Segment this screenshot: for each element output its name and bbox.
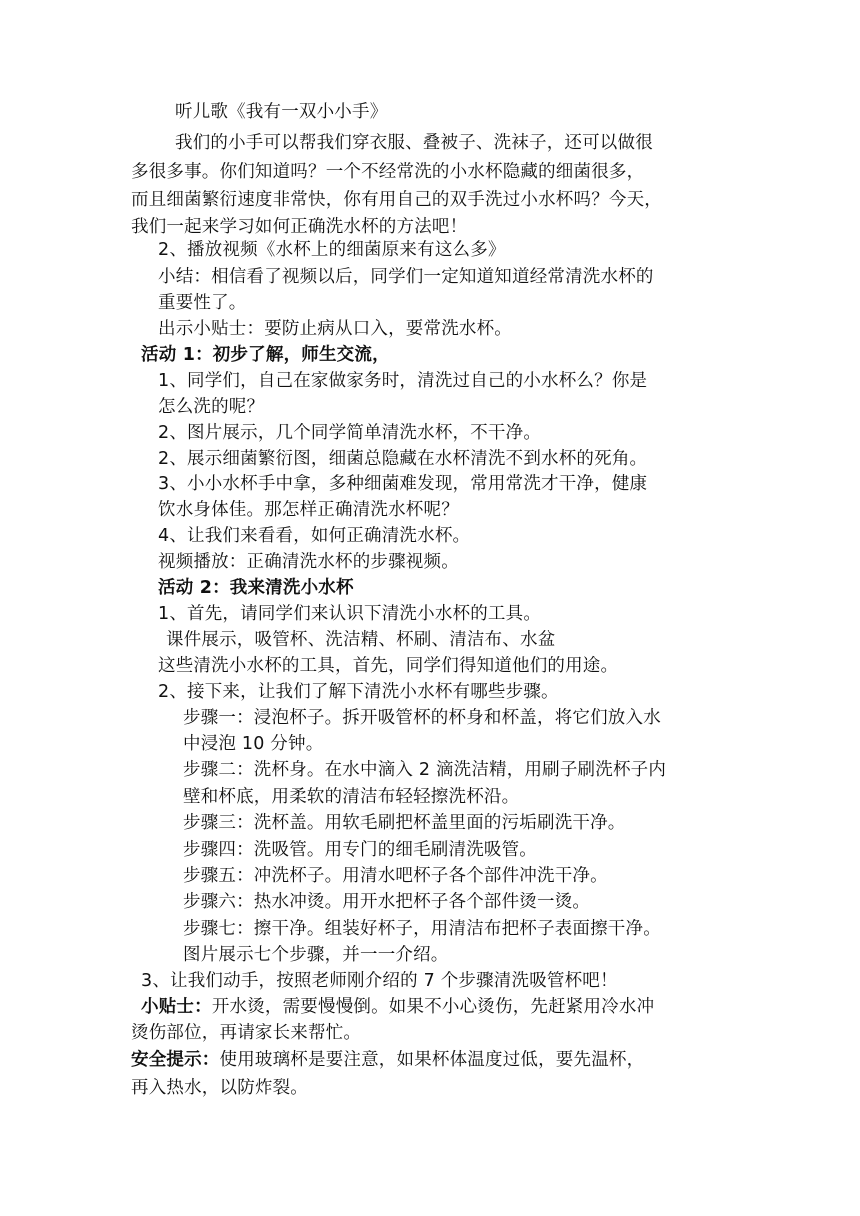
step-line: 步骤三：洗杯盖。用软毛刷把杯盖里面的污垢刷洗干净。 [183,813,626,833]
tips-line: 烫伤部位，再请家长来帮忙。 [131,1023,362,1043]
intro-paragraph-line: 而且细菌繁衍速度非常快，你有用自己的双手洗过小水杯吗？今天， [131,190,662,210]
activity1-line: 2、图片展示，几个同学简单清洗水杯，不干净。 [158,423,542,443]
safety-line: 再入热水，以防炸裂。 [131,1078,308,1098]
activity1-line: 4、让我们来看看，如何正确清洗水杯。 [158,526,471,546]
activity2-line: 1、首先，请同学们来认识下清洗小水杯的工具。 [158,604,542,624]
intro-song-line: 听儿歌《我有一双小小手》 [175,102,388,122]
step-line: 步骤七：擦干净。组装好杯子，用清洁布把杯子表面擦干净。 [183,919,661,939]
step-line: 步骤五：冲洗杯子。用清水吧杯子各个部件冲洗干净。 [183,866,608,886]
tip-line: 出示小贴士：要防止病从口入，要常洗水杯。 [158,319,512,339]
safety-line [131,1048,644,1072]
activity2-title: 活动 2：我来清洗小水杯 [158,578,354,598]
activity1-line: 1、同学们，自己在家做家务时，清洗过自己的小水杯么？你是 [158,371,648,391]
intro-paragraph-line: 我们一起来学习如何正确洗水杯的方法吧！ [131,217,468,237]
activity1-line: 视频播放：正确清洗水杯的步骤视频。 [158,552,459,572]
step-line: 步骤一：浸泡杯子。拆开吸管杯的杯身和杯盖，将它们放入水 [183,708,661,728]
activity2-line: 2、接下来，让我们了解下清洗小水杯有哪些步骤。 [158,682,559,702]
practice-line: 3、让我们动手，按照老师刚介绍的 7 个步骤清洗吸管杯吧！ [141,971,618,991]
summary-line: 小结：相信看了视频以后，同学们一定知道知道经常清洗水杯的 [158,267,654,287]
activity1-title: 活动 1：初步了解，师生交流， [141,345,390,365]
tips-text: 开水烫，需要慢慢倒。如果不小心烫伤，先赶紧用冷水冲 [211,997,655,1017]
summary-line: 重要性了。 [158,293,247,313]
video-line: 2、播放视频《水杯上的细菌原来有这么多》 [158,240,506,260]
step-line: 步骤二：洗杯身。在水中滴入 2 滴洗洁精，用刷子刷洗杯子内 [183,760,667,780]
safety-label: 安全提示： [131,1050,220,1070]
activity2-line: 这些清洗小水杯的工具，首先，同学们得知道他们的用途。 [158,656,619,676]
activity2-line: 课件展示，吸管杯、洗洁精、杯刷、清洁布、水盆 [166,630,556,650]
safety-text: 使用玻璃杯是要注意，如果杯体温度过低，要先温杯， [219,1050,645,1070]
step-line: 步骤六：热水冲烫。用开水把杯子各个部件烫一烫。 [183,892,591,912]
activity1-line: 饮水身体佳。那怎样正确清洗水杯呢？ [158,500,459,520]
step-line: 中浸泡 10 分钟。 [183,734,324,754]
step-line: 步骤四：洗吸管。用专门的细毛刷清洗吸管。 [183,840,537,860]
intro-paragraph-line: 多很多事。你们知道吗？一个不经常洗的小水杯隐藏的细菌很多， [131,162,645,182]
step-line: 壁和杯底，用柔软的清洁布轻轻擦洗杯沿。 [183,787,520,807]
tips-label: 小贴士： [141,997,212,1017]
tips-line [141,995,654,1019]
activity1-line: 3、小小水杯手中拿，多种细菌难发现，常用常洗才干净，健康 [158,474,648,494]
intro-paragraph-line: 我们的小手可以帮我们穿衣服、叠被子、洗袜子，还可以做很 [175,133,653,153]
activity1-line: 2、展示细菌繁衍图，细菌总隐藏在水杯清洗不到水杯的死角。 [158,449,648,469]
activity1-line: 怎么洗的呢？ [158,397,265,417]
step-line: 图片展示七个步骤，并一一介绍。 [183,945,449,965]
